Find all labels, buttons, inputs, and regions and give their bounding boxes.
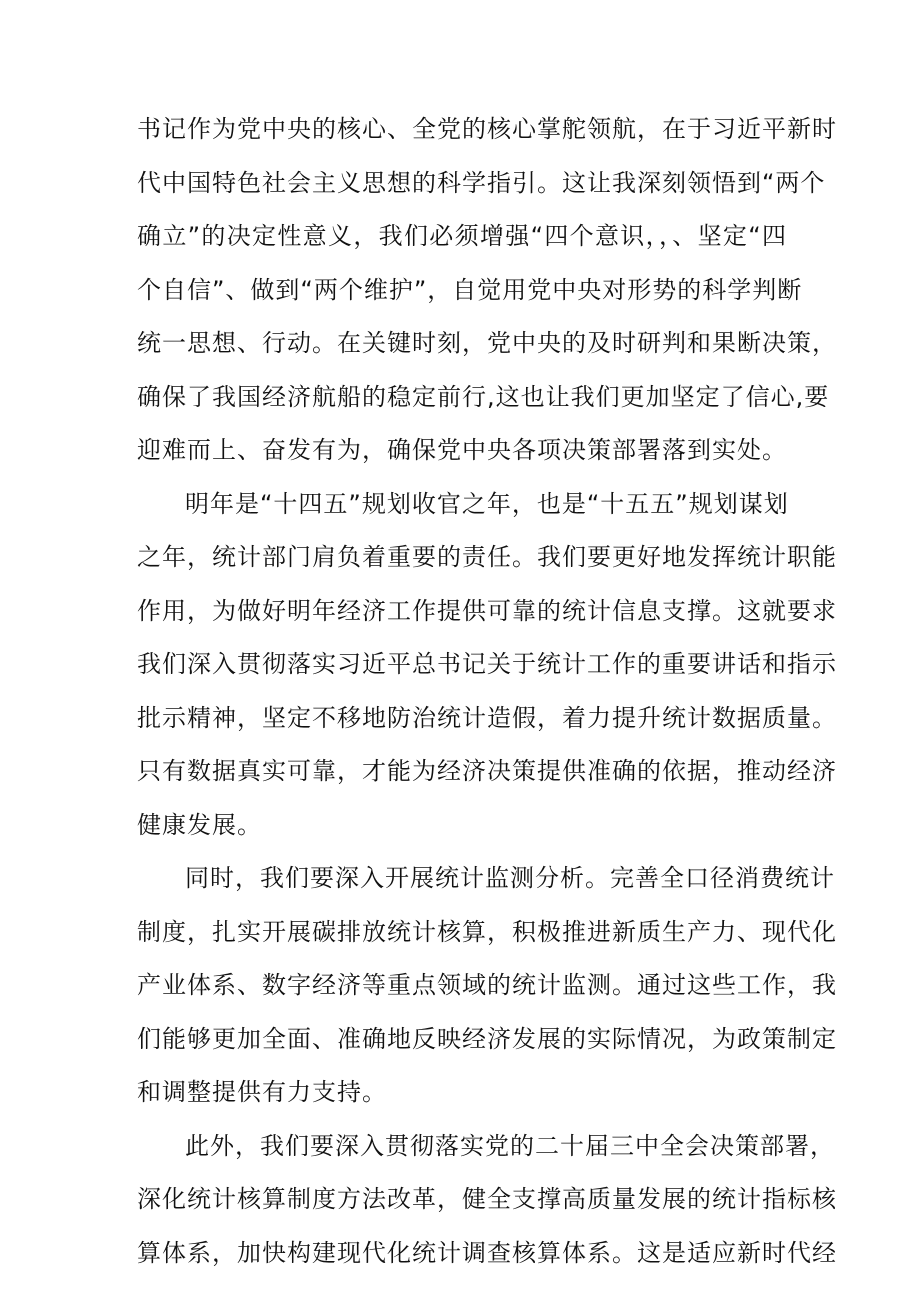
text-line: 确保了我国经济航船的稳定前行,这也让我们更加坚定了信心,要 <box>137 382 830 411</box>
text-line: 统一思想、行动。在关键时刻，党中央的及时研判和果断决策， <box>137 329 837 357</box>
text-line: 个自信”、做到“两个维护”，自觉用党中央对形势的科学判断 <box>137 275 803 304</box>
text-line: 之年，统计部门肩负着重要的责任。我们要更好地发挥统计职能 <box>137 543 837 571</box>
text-line: 产业体系、数字经济等重点领域的统计监测。通过这些工作，我 <box>137 971 837 999</box>
text-line: 明年是“十四五”规划收官之年，也是“十五五”规划谋划 <box>185 489 789 518</box>
text-line: 们能够更加全面、准确地反映经济发展的实际情况，为政策制定 <box>137 1024 837 1053</box>
text-line: 书记作为党中央的核心、全党的核心掌舵领航，在于习近平新时 <box>137 115 837 143</box>
text-line: 同时，我们要深入开展统计监测分析。完善全口径消费统计 <box>185 864 835 892</box>
text-line: 制度，扎实开展碳排放统计核算，积极推进新质生产力、现代化 <box>137 917 837 946</box>
text-line: 作用，为做好明年经济工作提供可靠的统计信息支撑。这就要求 <box>137 596 837 625</box>
text-line: 只有数据真实可靠，才能为经济决策提供准确的依据，推动经济 <box>137 757 837 785</box>
text-line: 深化统计核算制度方法改革，健全支撑高质量发展的统计指标核 <box>137 1185 837 1213</box>
document-body <box>137 103 837 1280</box>
text-line: 批示精神，坚定不移地防治统计造假，着力提升统计数据质量。 <box>137 703 837 732</box>
text-line: 算体系，加快构建现代化统计调查核算体系。这是适应新时代经 <box>137 1238 837 1267</box>
text-line: 代中国特色社会主义思想的科学指引。这让我深刻领悟到“两个 <box>137 168 826 197</box>
text-line: 此外，我们要深入贯彻落实党的二十届三中全会决策部署， <box>185 1131 835 1160</box>
text-line: 健康发展。 <box>137 810 262 839</box>
text-line: 迎难而上、奋发有为，确保党中央各项决策部署落到实处。 <box>137 436 787 464</box>
text-line: 确立”的决定性意义，我们必须增强“四个意识，，、坚定“四 <box>137 222 787 250</box>
text-line: 和调整提供有力支持。 <box>137 1078 387 1106</box>
text-line: 我们深入贯彻落实习近平总书记关于统计工作的重要讲话和指示 <box>137 650 837 678</box>
